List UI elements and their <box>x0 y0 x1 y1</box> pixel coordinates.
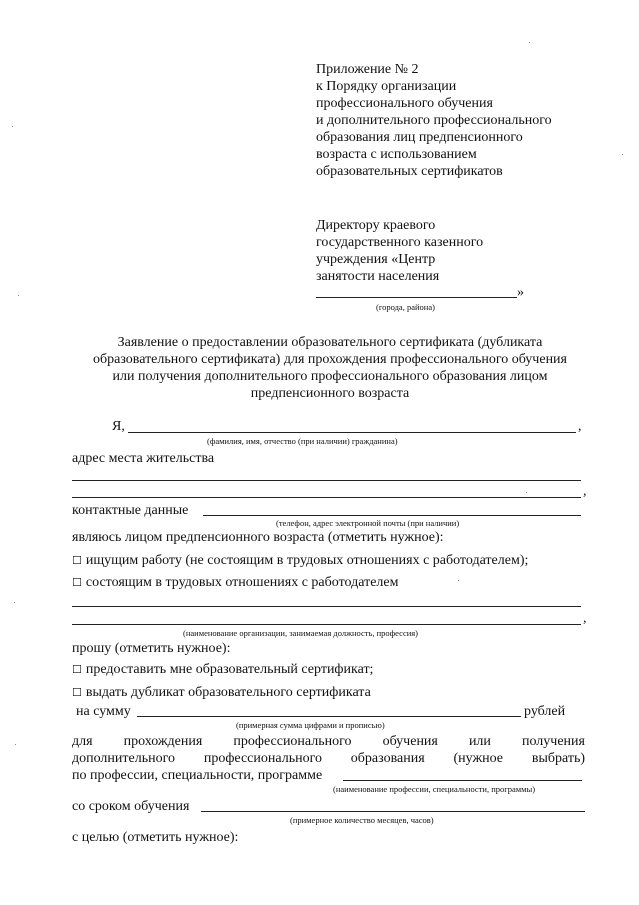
sum-field[interactable] <box>137 716 521 717</box>
appendix-line: образовательных сертификатов <box>316 164 503 179</box>
scan-speck <box>15 744 16 745</box>
program-field[interactable] <box>343 780 582 781</box>
request-option-certificate[interactable] <box>72 661 373 678</box>
title-line: образовательного сертификата) для прохождения профессионального обучения <box>93 352 567 367</box>
status-option-label: состоящим в трудовых отношениях с работодателем <box>85 575 399 590</box>
employer-field-1[interactable] <box>72 606 581 607</box>
program-label: по профессии, специальности, программе <box>72 768 323 783</box>
scan-speck <box>14 602 15 603</box>
addressee-line: занятости населения <box>316 269 440 284</box>
scan-speck <box>18 295 19 296</box>
checkbox-empty-icon[interactable]: ☐ <box>72 554 82 567</box>
purpose-word: получения <box>521 734 585 749</box>
appendix-line: профессионального обучения <box>316 96 493 111</box>
scan-speck <box>526 492 527 493</box>
scan-speck <box>529 42 530 43</box>
purpose-word: (нужное <box>453 751 504 766</box>
purpose-line-1 <box>72 733 585 750</box>
purpose-word: дополнительного <box>72 751 175 766</box>
appendix-line: и дополнительного профессионального <box>316 113 552 128</box>
title-line: или получения дополнительного профессионального образования лицом <box>112 369 548 384</box>
purpose-word: образования <box>350 751 425 766</box>
employer-field-2[interactable] <box>72 624 581 625</box>
status-option-employed[interactable] <box>72 574 398 591</box>
contacts-caption: (телефон, адрес электронной почты (при наличии) <box>276 518 460 528</box>
status-intro: являюсь лицом предпенсионного возраста (отметить нужное): <box>72 530 444 545</box>
address-field-1[interactable] <box>72 480 581 481</box>
appendix-line: образования лиц предпенсионного <box>316 130 523 145</box>
scan-speck <box>12 126 13 127</box>
employer-caption: (наименование организации, занимаемая должность, профессия) <box>183 628 419 638</box>
appendix-line: возраста с использованием <box>316 147 477 162</box>
purpose-line-2 <box>72 750 585 767</box>
contacts-field[interactable] <box>203 515 581 516</box>
addressee-line: Директору краевого <box>316 218 436 233</box>
status-option-label: ищущим работу (не состоящим в трудовых отношениях с работодателем); <box>85 553 529 568</box>
quote-close: » <box>517 285 524 300</box>
purpose-word: выбрать) <box>531 751 585 766</box>
purpose-word: профессионального <box>233 734 352 749</box>
name-prefix: Я, <box>112 419 125 434</box>
purpose-word: прохождения <box>123 734 203 749</box>
address-label: адрес места жительства <box>72 451 215 466</box>
duration-caption: (примерное количество месяцев, часов) <box>290 815 434 825</box>
addressee-line: учреждения «Центр <box>316 252 436 267</box>
program-caption: (наименование профессии, специальности, программы) <box>333 784 536 794</box>
scan-speck <box>458 580 459 581</box>
duration-field[interactable] <box>201 811 585 812</box>
sum-label: на сумму <box>76 704 131 719</box>
appendix-line: к Порядку организации <box>316 79 457 94</box>
address-field-2[interactable] <box>72 497 581 498</box>
status-option-jobseeker[interactable] <box>72 552 528 569</box>
goal-label: с целью (отметить нужное): <box>72 830 239 845</box>
duration-label: со сроком обучения <box>72 799 190 814</box>
request-option-duplicate[interactable] <box>72 684 371 701</box>
purpose-word: или <box>468 734 491 749</box>
name-suffix: , <box>578 419 582 434</box>
sum-unit: рублей <box>524 704 566 719</box>
appendix-line: Приложение № 2 <box>316 62 419 77</box>
name-field[interactable] <box>128 432 576 433</box>
checkbox-empty-icon[interactable]: ☐ <box>72 576 82 589</box>
contacts-label: контактные данные <box>72 503 189 518</box>
request-intro: прошу (отметить нужное): <box>72 641 231 656</box>
sum-caption: (примерная сумма цифрами и прописью) <box>236 720 385 730</box>
title-line: Заявление о предоставлении образовательного сертификата (дубликата <box>117 335 543 350</box>
city-caption: (города, района) <box>376 302 435 312</box>
purpose-word: обучения <box>382 734 438 749</box>
addressee-line: государственного казенного <box>316 235 484 250</box>
request-option-label: выдать дубликат образовательного сертификата <box>85 685 371 700</box>
employer-suffix: , <box>583 611 587 626</box>
address-suffix: , <box>583 484 587 499</box>
name-caption: (фамилия, имя, отчество (при наличии) гражданина) <box>207 436 398 446</box>
request-option-label: предоставить мне образовательный сертификат; <box>85 662 374 677</box>
purpose-word: профессионального <box>203 751 322 766</box>
purpose-word: для <box>72 734 93 749</box>
checkbox-empty-icon[interactable]: ☐ <box>72 663 82 676</box>
title-line: предпенсионного возраста <box>250 386 410 401</box>
checkbox-empty-icon[interactable]: ☐ <box>72 686 82 699</box>
city-blank-line[interactable] <box>316 297 517 298</box>
scan-speck <box>622 154 623 155</box>
